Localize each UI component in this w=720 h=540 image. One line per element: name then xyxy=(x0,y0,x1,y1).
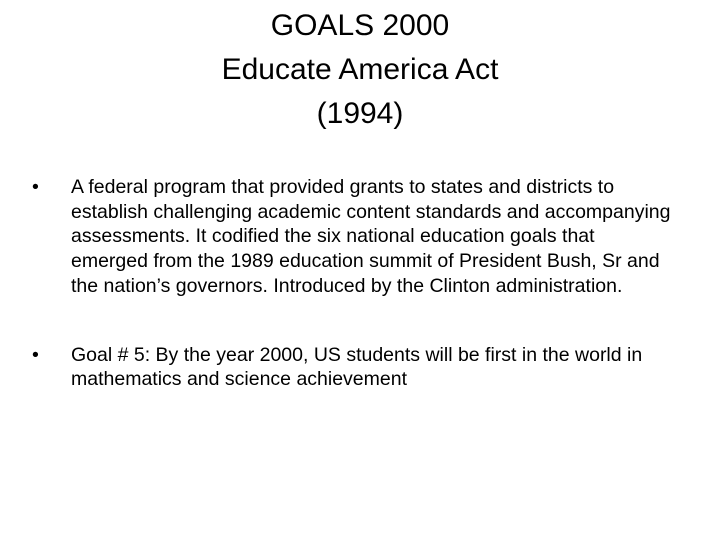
bullet-dot-icon: • xyxy=(32,343,39,366)
slide-title xyxy=(0,4,720,136)
bullet-dot-icon: • xyxy=(32,176,39,198)
title-line-3: (1994) xyxy=(316,97,404,130)
bullet-item-program-description xyxy=(32,175,672,299)
title-line-1: GOALS 2000 xyxy=(270,9,450,42)
bullet-text-goal-5: Goal # 5: By the year 2000, US students will be first in the world in mathematics and science achievement xyxy=(71,343,643,391)
title-line-2: Educate America Act xyxy=(221,53,499,86)
bullet-item-goal-5 xyxy=(32,343,672,392)
bullet-text-program-description: A federal program that provided grants to states and districts to establish challenging academic content standards and accompanying assessments. It codified the six national education goals that emerged from the 1989 education summit of President Bush, Sr and the nation’s governors. Introduced by the Clinton administration. xyxy=(71,176,671,297)
bullet-list xyxy=(32,175,672,392)
